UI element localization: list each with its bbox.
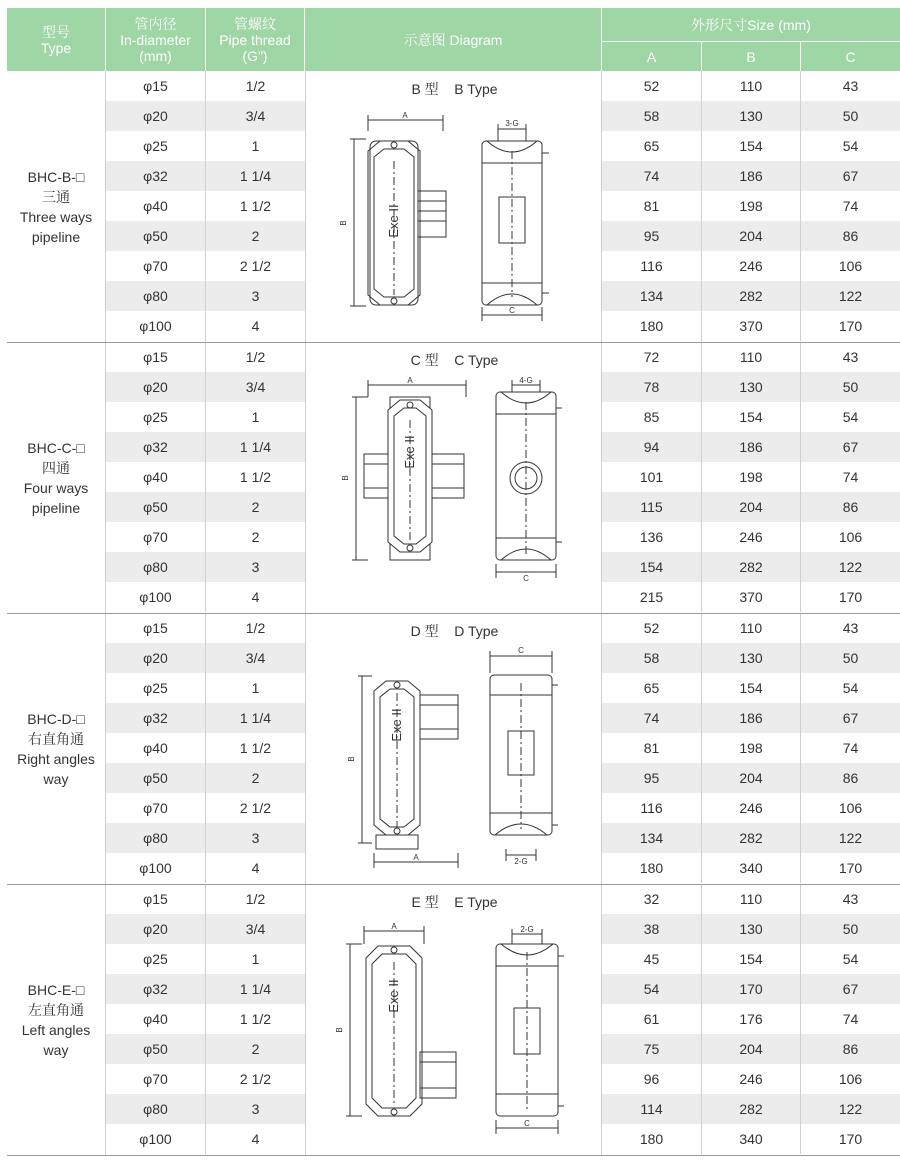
size-c-cell: 50 — [801, 372, 900, 402]
size-a-cell: 96 — [602, 1064, 702, 1094]
model-name-zh: 三通 — [42, 188, 70, 205]
size-b-cell: 154 — [702, 944, 801, 974]
size-c-cell: 67 — [801, 974, 900, 1004]
size-c-cell: 74 — [842, 1011, 859, 1027]
size-b-cell: 110 — [702, 71, 801, 101]
diagram-title: B 型 B Type — [411, 81, 498, 97]
size-b-cell: 130 — [702, 643, 801, 673]
thread-cell: 1 1/2 — [239, 740, 272, 756]
thread-cell: 1/2 — [245, 891, 266, 907]
size-c-cell: 122 — [801, 823, 900, 853]
dim-c-label: C — [524, 1119, 530, 1128]
diameter-cell: φ40 — [106, 733, 206, 763]
thread-cell: 4 — [251, 318, 260, 334]
group-divider — [7, 342, 900, 343]
diameter-cell: φ20 — [106, 101, 206, 131]
diameter-cell: φ32 — [106, 432, 206, 462]
thread-cell: 3/4 — [206, 372, 305, 402]
size-c-cell: 74 — [842, 740, 859, 756]
thread-cell: 1 — [251, 680, 260, 696]
diameter-cell: φ15 — [106, 613, 206, 643]
exe-marking: Exe II — [386, 979, 401, 1013]
thread-cell: 3 — [206, 823, 305, 853]
size-a-cell: 52 — [602, 71, 702, 101]
size-b-cell: 246 — [702, 1064, 801, 1094]
size-a-cell: 58 — [602, 643, 702, 673]
size-c-cell: 122 — [801, 281, 900, 311]
size-a-cell: 32 — [602, 884, 702, 914]
size-b-cell: 282 — [702, 281, 801, 311]
thread-cell: 1 1/2 — [239, 1011, 272, 1027]
size-c-cell: 50 — [801, 914, 900, 944]
dim-c-label: C — [523, 574, 529, 583]
size-b-cell: 130 — [702, 914, 801, 944]
model-name-zh: 右直角通 — [28, 730, 84, 747]
model-name-en-2: way — [43, 770, 69, 787]
model-name-en-2: pipeline — [31, 499, 81, 516]
size-b-cell: 154 — [702, 402, 801, 432]
diagram-cell — [305, 71, 602, 342]
diameter-cell: φ20 — [106, 372, 206, 402]
header-diagram-label: 示意图 Diagram — [403, 31, 503, 48]
diameter-cell: φ25 — [106, 131, 206, 161]
header-diameter — [106, 8, 206, 71]
diameter-cell: φ50 — [106, 492, 206, 522]
thread-cell: 1 1/2 — [239, 469, 272, 485]
size-c-cell: 170 — [838, 860, 863, 876]
size-c-cell: 106 — [838, 1071, 863, 1087]
diameter-cell: φ50 — [106, 763, 206, 793]
diameter-cell: φ15 — [106, 342, 206, 372]
thread-cell: 2 — [251, 529, 260, 545]
thread-cell: 3/4 — [206, 101, 305, 131]
size-c-cell: 122 — [801, 552, 900, 582]
size-a-cell: 54 — [602, 974, 702, 1004]
header-diameter-zh: 管内径 — [134, 15, 177, 32]
dim-a-label: A — [402, 111, 408, 120]
size-a-cell: 61 — [602, 1004, 702, 1034]
dim-b-label: B — [339, 220, 348, 226]
size-b-cell: 198 — [702, 191, 801, 221]
size-b-cell: 176 — [702, 1004, 801, 1034]
thread-cell: 3 — [206, 1094, 305, 1124]
size-a-cell: 134 — [602, 823, 702, 853]
diameter-cell: φ80 — [106, 281, 206, 311]
size-b-cell: 110 — [702, 613, 801, 643]
size-c-cell: 86 — [801, 492, 900, 522]
header-size — [602, 8, 900, 41]
header-col-c: C — [801, 41, 900, 71]
group-divider — [7, 613, 900, 614]
size-a-cell: 101 — [602, 462, 702, 492]
thread-cell: 2 1/2 — [239, 800, 272, 816]
size-c-cell: 74 — [842, 198, 859, 214]
size-c-cell: 67 — [801, 432, 900, 462]
size-b-cell: 198 — [702, 462, 801, 492]
table-header — [7, 8, 900, 71]
diagram-title: C 型 C Type — [410, 352, 499, 368]
size-c-cell: 170 — [838, 318, 863, 334]
size-a-cell: 85 — [602, 402, 702, 432]
header-size-label: 外形尺寸Size (mm) — [691, 16, 811, 33]
thread-cell: 1 1/4 — [206, 703, 305, 733]
size-c-cell: 50 — [801, 643, 900, 673]
diameter-cell: φ32 — [106, 974, 206, 1004]
dim-g-label: 2-G — [520, 925, 534, 934]
dim-b-label: B — [347, 756, 356, 762]
model-code: BHC-D-□ — [27, 710, 85, 727]
model-name-en-1: Three ways — [19, 208, 93, 225]
diameter-cell: φ32 — [106, 703, 206, 733]
size-a-cell: 180 — [602, 311, 702, 341]
size-b-cell: 282 — [702, 823, 801, 853]
dim-a-label: A — [391, 922, 397, 931]
size-c-cell: 50 — [801, 101, 900, 131]
size-c-cell: 67 — [801, 703, 900, 733]
model-name-en-2: way — [43, 1041, 69, 1058]
dim-c-label: C — [518, 646, 524, 655]
thread-cell: 1/2 — [245, 349, 266, 365]
size-c-cell: 43 — [842, 349, 859, 365]
size-a-cell: 180 — [602, 1124, 702, 1154]
dim-a-label: A — [407, 376, 413, 385]
thread-cell: 2 — [206, 492, 305, 522]
size-a-cell: 74 — [602, 703, 702, 733]
size-a-cell: 38 — [602, 914, 702, 944]
type-b-drawing — [306, 71, 603, 342]
size-c-cell: 106 — [838, 800, 863, 816]
thread-cell: 1/2 — [245, 620, 266, 636]
size-a-cell: 81 — [602, 733, 702, 763]
table-bottom-border — [7, 1155, 900, 1156]
model-code: BHC-E-□ — [27, 981, 85, 998]
diameter-cell: φ20 — [106, 643, 206, 673]
size-a-cell: 52 — [602, 613, 702, 643]
size-a-cell: 114 — [602, 1094, 702, 1124]
header-thread-unit: (G") — [242, 47, 268, 64]
type-d-drawing — [306, 613, 603, 884]
size-c-cell: 54 — [842, 951, 859, 967]
size-c-cell: 74 — [842, 469, 859, 485]
header-diagram — [305, 8, 602, 71]
diameter-cell: φ32 — [106, 161, 206, 191]
size-c-cell: 86 — [801, 1034, 900, 1064]
diagram-title: E 型 E Type — [411, 894, 498, 910]
diameter-cell: φ50 — [106, 221, 206, 251]
header-thread-zh: 管螺纹 — [234, 15, 276, 32]
thread-cell: 1 1/4 — [206, 974, 305, 1004]
diameter-cell: φ40 — [106, 1004, 206, 1034]
size-c-cell: 43 — [842, 620, 859, 636]
size-b-cell: 186 — [702, 703, 801, 733]
diameter-cell: φ25 — [106, 402, 206, 432]
size-c-cell: 54 — [842, 409, 859, 425]
size-a-cell: 65 — [602, 673, 702, 703]
diameter-cell: φ70 — [106, 793, 206, 823]
size-a-cell: 74 — [602, 161, 702, 191]
dim-c-label: C — [509, 306, 515, 315]
size-c-cell: 86 — [801, 221, 900, 251]
diameter-cell: φ25 — [106, 944, 206, 974]
header-diameter-en: In-diameter — [120, 31, 191, 48]
diameter-cell: φ100 — [106, 1124, 206, 1154]
thread-cell: 2 — [206, 763, 305, 793]
dim-g-label: 2-G — [514, 857, 528, 866]
size-b-cell: 154 — [702, 131, 801, 161]
type-group — [7, 71, 900, 342]
size-c-cell: 43 — [842, 891, 859, 907]
type-e-drawing — [306, 884, 603, 1155]
size-a-cell: 154 — [602, 552, 702, 582]
size-a-cell: 116 — [602, 251, 702, 281]
diameter-cell: φ15 — [106, 884, 206, 914]
size-b-cell: 170 — [702, 974, 801, 1004]
model-code: BHC-C-□ — [27, 439, 85, 456]
size-a-cell: 75 — [602, 1034, 702, 1064]
exe-marking: Exe II — [402, 435, 417, 469]
exe-marking: Exe II — [386, 204, 401, 238]
diameter-cell: φ15 — [106, 71, 206, 101]
thread-cell: 1 — [251, 951, 260, 967]
dim-b-label: B — [341, 475, 350, 481]
size-c-cell: 86 — [801, 763, 900, 793]
diagram-cell — [305, 342, 602, 613]
exe-marking: Exe II — [389, 708, 404, 742]
header-type-zh: 型号 — [42, 23, 70, 40]
header-type-en: Type — [40, 39, 72, 56]
model-code: BHC-B-□ — [27, 168, 85, 185]
size-b-cell: 340 — [702, 1124, 801, 1154]
diameter-cell: φ50 — [106, 1034, 206, 1064]
size-a-cell: 116 — [602, 793, 702, 823]
size-a-cell: 58 — [602, 101, 702, 131]
diameter-cell: φ20 — [106, 914, 206, 944]
size-b-cell: 246 — [702, 251, 801, 281]
model-name-en-1: Four ways — [23, 479, 89, 496]
model-cell — [7, 71, 106, 342]
size-a-cell: 180 — [602, 853, 702, 883]
thread-cell: 1 1/4 — [206, 432, 305, 462]
size-b-cell: 282 — [702, 552, 801, 582]
thread-cell: 1 — [251, 409, 260, 425]
diameter-cell: φ80 — [106, 823, 206, 853]
size-a-cell: 95 — [602, 763, 702, 793]
thread-cell: 3/4 — [206, 914, 305, 944]
thread-cell: 3 — [206, 552, 305, 582]
size-b-cell: 130 — [702, 101, 801, 131]
diameter-cell: φ80 — [106, 1094, 206, 1124]
thread-cell: 1 1/4 — [206, 161, 305, 191]
thread-cell: 1 — [251, 138, 260, 154]
size-b-cell: 110 — [702, 342, 801, 372]
thread-cell: 1/2 — [245, 78, 266, 94]
size-a-cell: 78 — [602, 372, 702, 402]
thread-cell: 4 — [251, 589, 260, 605]
size-c-cell: 106 — [838, 529, 863, 545]
size-a-cell: 72 — [602, 342, 702, 372]
size-c-cell: 170 — [838, 589, 863, 605]
size-a-cell: 215 — [602, 582, 702, 612]
model-cell — [7, 613, 106, 884]
diameter-cell: φ70 — [106, 522, 206, 552]
size-b-cell: 370 — [702, 311, 801, 341]
size-b-cell: 198 — [702, 733, 801, 763]
size-b-cell: 340 — [702, 853, 801, 883]
dim-g-label: 3-G — [505, 119, 519, 128]
header-type — [7, 8, 106, 71]
diameter-cell: φ100 — [106, 582, 206, 612]
model-name-en-2: pipeline — [31, 228, 81, 245]
model-cell — [7, 884, 106, 1155]
size-b-cell: 246 — [702, 793, 801, 823]
size-b-cell: 246 — [702, 522, 801, 552]
thread-cell: 3 — [206, 281, 305, 311]
diagram-cell — [305, 884, 602, 1155]
thread-cell: 2 — [206, 1034, 305, 1064]
header-thread — [206, 8, 305, 71]
thread-cell: 2 1/2 — [239, 258, 272, 274]
size-a-cell: 115 — [602, 492, 702, 522]
diameter-cell: φ100 — [106, 311, 206, 341]
diameter-cell: φ40 — [106, 462, 206, 492]
size-b-cell: 204 — [702, 492, 801, 522]
size-c-cell: 122 — [801, 1094, 900, 1124]
size-b-cell: 154 — [702, 673, 801, 703]
size-c-cell: 54 — [842, 680, 859, 696]
type-group — [7, 884, 900, 1155]
header-diameter-unit: (mm) — [139, 47, 172, 64]
model-name-en-1: Right angles — [17, 750, 95, 767]
thread-cell: 1 1/2 — [239, 198, 272, 214]
size-b-cell: 186 — [702, 161, 801, 191]
diameter-cell: φ70 — [106, 251, 206, 281]
thread-cell: 4 — [251, 860, 260, 876]
diameter-cell: φ25 — [106, 673, 206, 703]
size-b-cell: 282 — [702, 1094, 801, 1124]
thread-cell: 2 — [206, 221, 305, 251]
size-b-cell: 204 — [702, 763, 801, 793]
diagram-cell — [305, 613, 602, 884]
size-a-cell: 45 — [602, 944, 702, 974]
size-b-cell: 186 — [702, 432, 801, 462]
size-b-cell: 204 — [702, 1034, 801, 1064]
size-a-cell: 65 — [602, 131, 702, 161]
size-b-cell: 204 — [702, 221, 801, 251]
thread-cell: 3/4 — [206, 643, 305, 673]
dim-a-label: A — [413, 853, 419, 862]
group-divider — [7, 884, 900, 885]
size-b-cell: 110 — [702, 884, 801, 914]
dim-g-label: 4-G — [519, 376, 533, 385]
dim-b-label: B — [335, 1027, 344, 1033]
size-b-cell: 130 — [702, 372, 801, 402]
size-c-cell: 170 — [838, 1131, 863, 1147]
size-c-cell: 43 — [842, 78, 859, 94]
diameter-cell: φ100 — [106, 853, 206, 883]
type-group — [7, 613, 900, 884]
type-c-drawing — [306, 342, 603, 613]
model-name-en-1: Left angles — [21, 1021, 91, 1038]
size-a-cell: 81 — [602, 191, 702, 221]
diagram-title: D 型 D Type — [410, 623, 499, 639]
size-c-cell: 67 — [801, 161, 900, 191]
diameter-cell: φ70 — [106, 1064, 206, 1094]
model-cell — [7, 342, 106, 613]
thread-cell: 2 1/2 — [239, 1071, 272, 1087]
size-a-cell: 134 — [602, 281, 702, 311]
header-col-a: A — [602, 41, 702, 71]
diameter-cell: φ80 — [106, 552, 206, 582]
header-thread-en: Pipe thread — [219, 31, 291, 48]
size-c-cell: 54 — [842, 138, 859, 154]
header-col-b: B — [702, 41, 801, 71]
size-a-cell: 95 — [602, 221, 702, 251]
thread-cell: 4 — [251, 1131, 260, 1147]
size-c-cell: 106 — [838, 258, 863, 274]
size-a-cell: 94 — [602, 432, 702, 462]
model-name-zh: 四通 — [42, 459, 70, 476]
size-b-cell: 370 — [702, 582, 801, 612]
size-a-cell: 136 — [602, 522, 702, 552]
diameter-cell: φ40 — [106, 191, 206, 221]
type-group — [7, 342, 900, 613]
model-name-zh: 左直角通 — [28, 1001, 84, 1018]
